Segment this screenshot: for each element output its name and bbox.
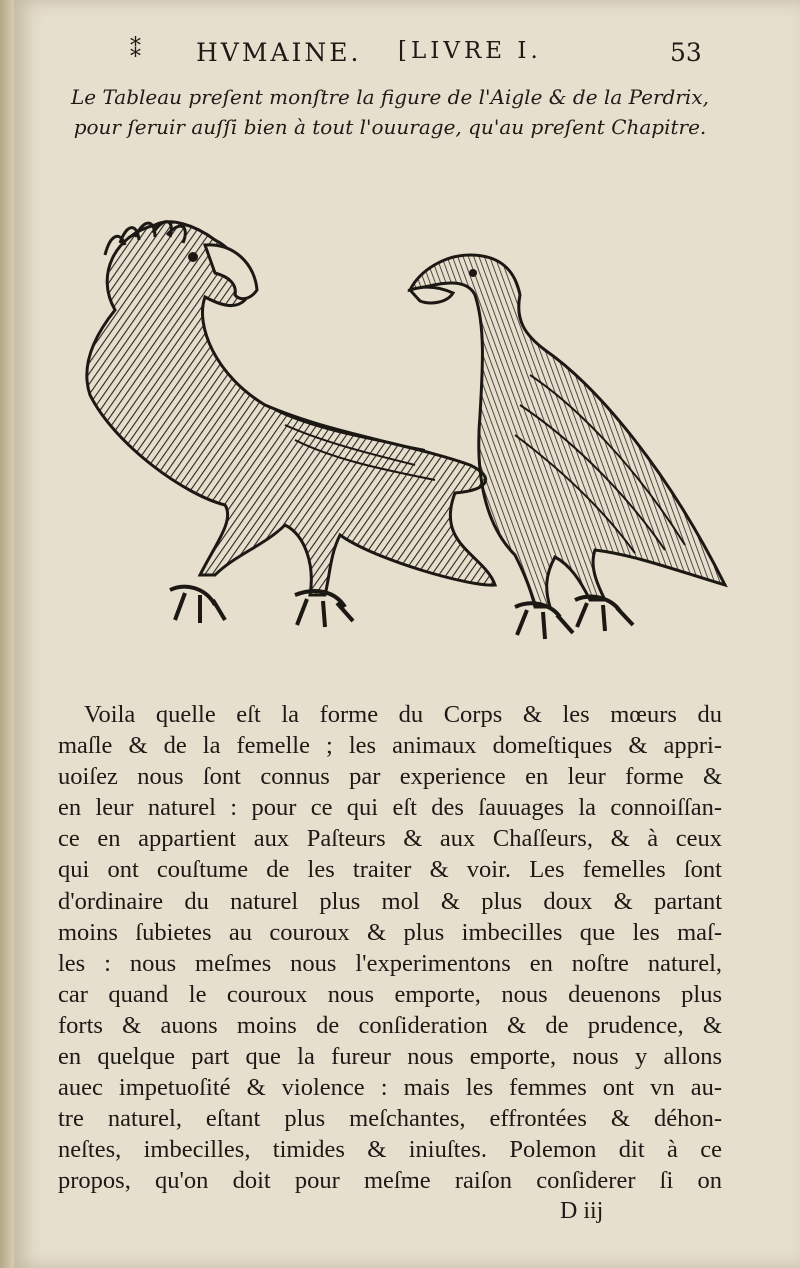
- book-gutter: [0, 0, 14, 1268]
- text-line: en leur naturel : pour ce qui eſt des ſauuages la connoiſſan-: [58, 794, 722, 822]
- text-line: moins ſubietes au couroux & plus imbecilles que les maſ-: [58, 918, 722, 946]
- text-line: forts & auons moins de conſideration & de prudence, &: [58, 1011, 722, 1039]
- running-head-mark: ⁑: [130, 38, 141, 63]
- text-line: tre naturel, eſtant plus meſchantes, effrontées & déhon-: [58, 1105, 722, 1133]
- running-head: [130, 34, 730, 74]
- text-line: qui ont couſtume de les traiter & voir. Les femelles ſont: [58, 856, 722, 884]
- running-head-book: [LIVRE I.: [398, 38, 542, 64]
- text-line: les : nous meſmes nous l'experimentons en noſtre naturel,: [58, 949, 722, 977]
- running-head-title: HVMAINE.: [196, 38, 362, 67]
- partridge-figure: [410, 255, 725, 639]
- text-line: car quand le couroux nous emporte, nous deuenons plus: [58, 980, 722, 1008]
- woodcut-illustration: [75, 215, 735, 665]
- text-line: propos, qu'on doit pour meſme raiſon conſiderer ſi on: [58, 1167, 722, 1195]
- text-line: maſle & de la femelle ; les animaux domeſtiques & appri-: [58, 732, 722, 760]
- figure-caption: Le Tableau preſent monſtre la figure de l'Aigle & de la Perdrix, pour ſeruir auſſi bien à tout l'ouurage, qu'au preſent Chapitre.: [71, 85, 709, 139]
- text-line: Voila quelle eſt la forme du Corps & les mœurs du: [84, 701, 722, 728]
- text-line: uoiſez nous ſont connus par experience en leur forme &: [58, 763, 722, 791]
- text-line: en quelque part que la fureur nous emporte, nous y allons: [58, 1043, 722, 1071]
- page-number: 53: [670, 38, 702, 67]
- text-line: ce en appartient aux Paſteurs & aux Chaſſeurs, & à ceux: [58, 825, 722, 853]
- signature-mark: D iij: [560, 1198, 604, 1224]
- body-text: [58, 699, 722, 1197]
- text-line: d'ordinaire du naturel plus mol & plus doux & partant: [58, 887, 722, 915]
- text-line: auec impetuoſité & violence : mais les femmes ont vn au-: [58, 1074, 722, 1102]
- text-line: neſtes, imbecilles, timides & iniuſtes. Polemon dit à ce: [58, 1136, 722, 1164]
